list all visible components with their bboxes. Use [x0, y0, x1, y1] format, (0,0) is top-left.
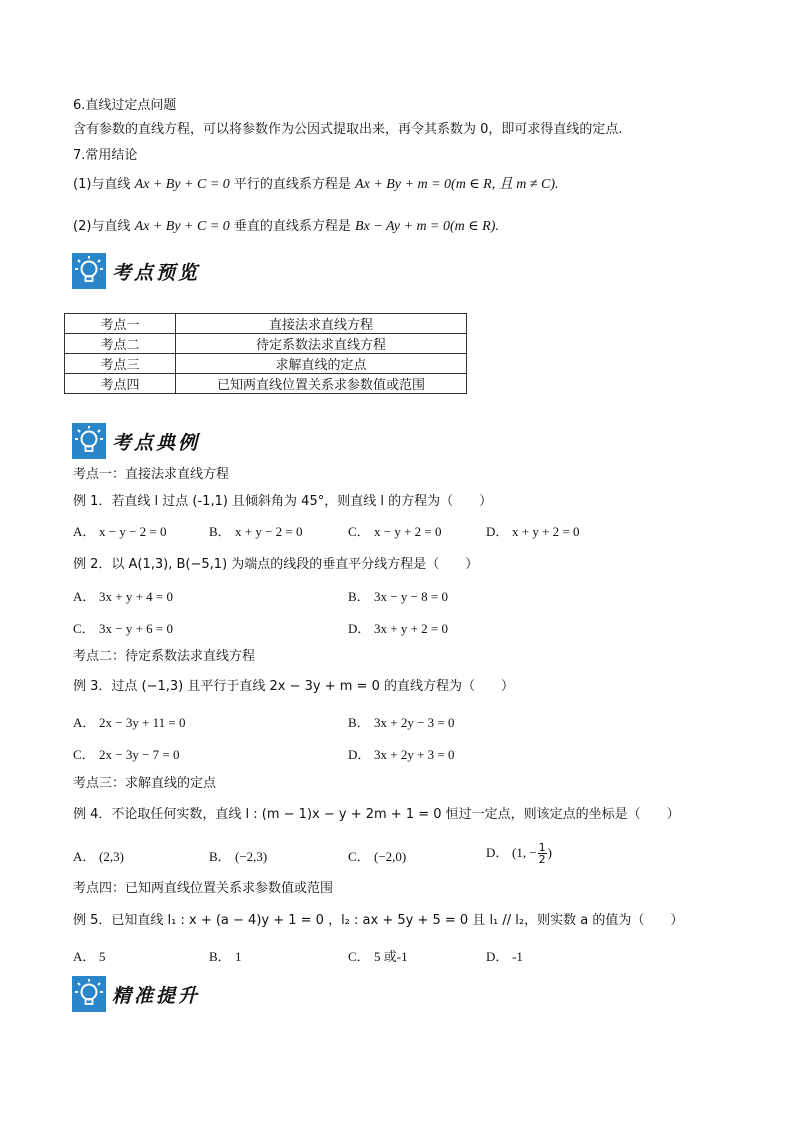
table-cell-topic: 已知两直线位置关系求参数值或范围: [176, 374, 467, 394]
preview-title: 考点预览: [112, 261, 201, 284]
ex2-option-d[interactable]: D． 3x + y + 2 = 0: [348, 621, 448, 636]
lightbulb-icon: [72, 976, 106, 1012]
ex1-option-c[interactable]: C． x − y + 2 = 0: [348, 524, 442, 539]
example5-stem: 例 5．已知直线 l₁ : x + (a − 4)y + 1 = 0 ，l₂ : ax + 5y + 5 = 0 且 l₁ // l₂，则实数 a 的值为（ ）: [73, 913, 684, 928]
item1-mid: 平行的直线系方程是: [229, 177, 356, 192]
item1-prefix: (1)与直线: [73, 177, 135, 192]
ex3-option-d[interactable]: D． 3x + 2y + 3 = 0: [348, 747, 455, 762]
example4-stem: 例 4．不论取任何实数，直线 l : (m − 1)x − y + 2m + 1 = 0 恒过一定点，则该定点的坐标是（ ）: [73, 807, 680, 822]
example3-stem: 例 3．过点 (−1,3) 且平行于直线 2x − 3y + m = 0 的直线方程为（ ）: [73, 679, 514, 694]
item2-result: Bx − Ay + m = 0(m ∈ R).: [355, 219, 499, 234]
topic4-title: 考点四：已知两直线位置关系求参数值或范围: [73, 881, 334, 896]
example1-stem: 例 1．若直线 l 过点 (-1,1) 且倾斜角为 45°，则直线 l 的方程为（ ）: [73, 494, 493, 509]
ex4-option-c[interactable]: C． (−2,0): [348, 849, 407, 864]
section7-heading: 7.常用结论: [73, 148, 138, 163]
item2-prefix: (2)与直线: [73, 219, 135, 234]
topic1-title: 考点一：直接法求直线方程: [73, 467, 230, 482]
table-cell-name: 考点四: [65, 374, 176, 394]
table-cell-topic: 直接法求直线方程: [176, 314, 467, 334]
ex4-option-d[interactable]: D． (1, − $\frac{1}{2}$ ): [486, 841, 553, 866]
table-cell-name: 考点一: [65, 314, 176, 334]
section6-text: 含有参数的直线方程，可以将参数作为公因式提取出来，再令其系数为 0，即可求得直线的定点.: [73, 122, 623, 137]
ex1-option-b[interactable]: B． x + y − 2 = 0: [209, 524, 303, 539]
table-row: [65, 354, 467, 374]
section7-item1: [73, 176, 559, 194]
ex3-option-c[interactable]: C． 2x − 3y − 7 = 0: [73, 747, 180, 762]
table-row: [65, 314, 467, 334]
ex1-option-a[interactable]: A． x − y − 2 = 0: [73, 524, 167, 539]
item1-equation: Ax + By + C = 0: [134, 177, 230, 192]
section7-item2: [73, 218, 499, 236]
practice-title: 精准提升: [112, 984, 201, 1007]
examples-header: [72, 422, 200, 460]
table-cell-name: 考点二: [65, 334, 176, 354]
ex4-option-b[interactable]: B． (−2,3): [209, 849, 268, 864]
lightbulb-icon: [72, 253, 106, 289]
table-cell-topic: 待定系数法求直线方程: [176, 334, 467, 354]
item1-result: Ax + By + m = 0(m ∈ R, 且 m ≠ C).: [355, 177, 559, 192]
ex3-option-b[interactable]: B． 3x + 2y − 3 = 0: [348, 715, 455, 730]
preview-table: [64, 313, 467, 394]
table-row: [65, 334, 467, 354]
practice-header: [72, 975, 200, 1013]
table-row: [65, 374, 467, 394]
table-cell-topic: 求解直线的定点: [176, 354, 467, 374]
fraction-one-half: $\frac{1}{2}$: [538, 841, 546, 866]
item2-mid: 垂直的直线系方程是: [229, 219, 356, 234]
ex5-option-a[interactable]: A． 5: [73, 949, 106, 964]
ex3-option-a[interactable]: A． 2x − 3y + 11 = 0: [73, 715, 186, 730]
table-cell-name: 考点三: [65, 354, 176, 374]
ex5-option-c[interactable]: C． 5 或-1: [348, 949, 408, 964]
ex2-option-c[interactable]: C． 3x − y + 6 = 0: [73, 621, 173, 636]
topic2-title: 考点二：待定系数法求直线方程: [73, 649, 256, 664]
topic3-title: 考点三：求解直线的定点: [73, 776, 217, 791]
ex4-option-a[interactable]: A． (2,3): [73, 849, 124, 864]
ex2-option-b[interactable]: B． 3x − y − 8 = 0: [348, 589, 448, 604]
ex1-option-d[interactable]: D． x + y + 2 = 0: [486, 524, 580, 539]
preview-header: [72, 252, 200, 290]
ex2-option-a[interactable]: A． 3x + y + 4 = 0: [73, 589, 173, 604]
example2-stem: 例 2．以 A(1,3), B(−5,1) 为端点的线段的垂直平分线方程是（ ）: [73, 557, 479, 572]
item2-equation: Ax + By + C = 0: [134, 219, 230, 234]
ex5-option-b[interactable]: B． 1: [209, 949, 242, 964]
examples-title: 考点典例: [112, 431, 201, 454]
section6-heading: 6.直线过定点问题: [73, 98, 177, 113]
lightbulb-icon: [72, 423, 106, 459]
ex5-option-d[interactable]: D． -1: [486, 949, 523, 964]
